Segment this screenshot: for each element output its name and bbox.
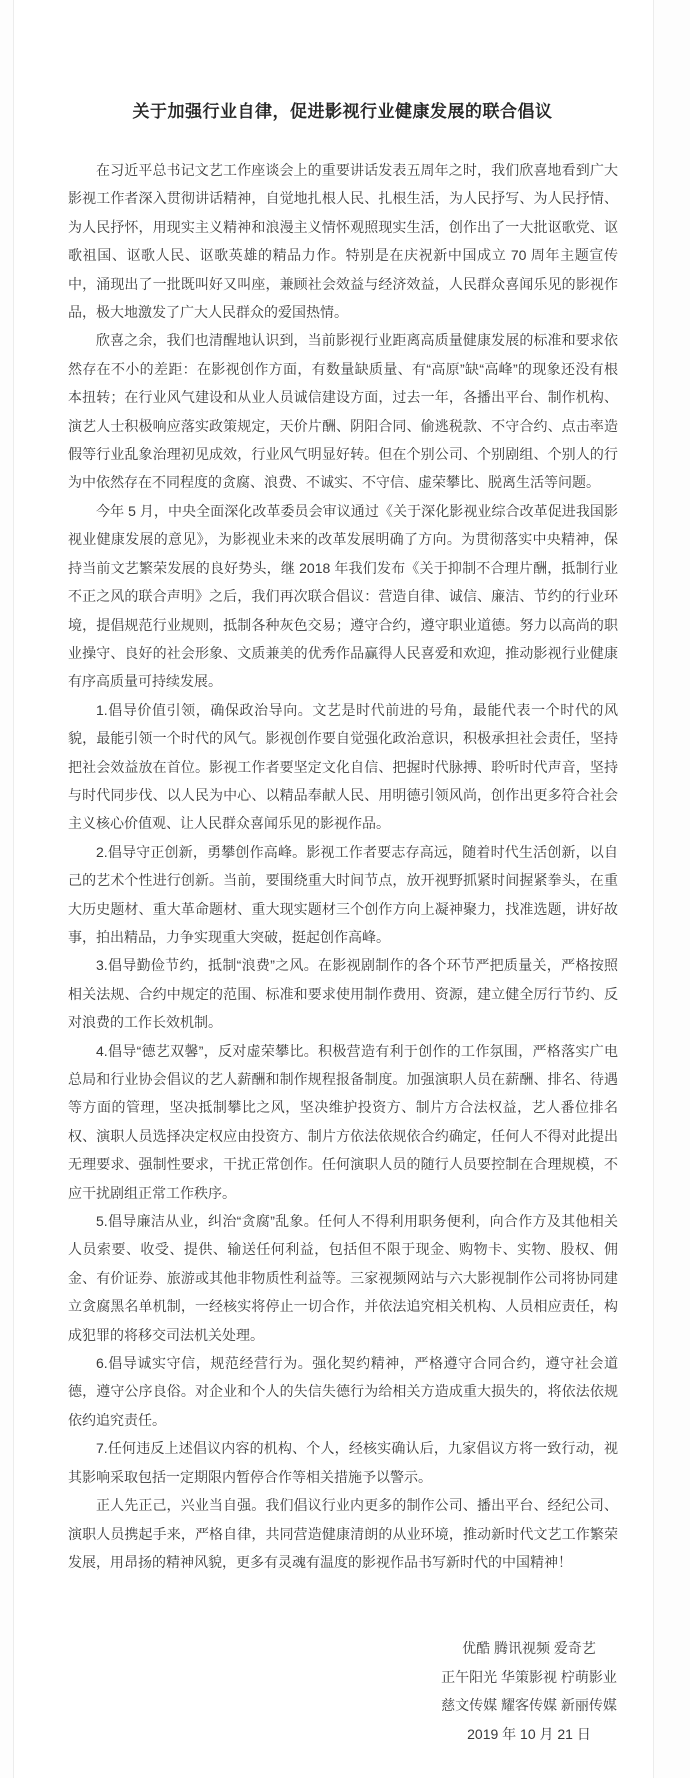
paragraph-item-1: 1.倡导价值引领，确保政治导向。文艺是时代前进的号角，最能代表一个时代的风貌，最能引领一个时代的风气。影视创作要自觉强化政治意识，积极承担社会责任，坚持把社会效益放在首位。影视工作者要坚定文化自信、把握时代脉搏、聆听时代声音，坚持与时代同步伐、以人民为中心、以精品奉献人民、用明德引领风尚，创作出更多符合社会主义核心价值观、让人民群众喜闻乐见的影视作品。 (68, 701, 618, 832)
document-body (68, 156, 618, 1576)
paragraph-item-5: 5.倡导廉洁从业，纠治“贪腐”乱象。任何人不得利用职务便利，向合作方及其他相关人员索要、收受、提供、输送任何利益，包括但不限于现金、购物卡、实物、股权、佣金、有价证券、旅游或其他非物质性利益等。三家视频网站与六大影视制作公司将协同建立贪腐黑名单机制，一经核实将停止一切合作，并依法追究相关机构、人员相应责任，构成犯罪的将移交司法机关处理。 (68, 1213, 618, 1343)
paragraph-item-6: 6.倡导诚实守信，规范经营行为。强化契约精神，严格遵守合同合约，遵守社会道德，遵守公序良俗。对企业和个人的失信失德行为给相关方造成重大损失的，将依法依规依约追究责任。 (68, 1355, 618, 1428)
paragraph-closing: 正人先正己，兴业当自强。我们倡议行业内更多的制作公司、播出平台、经纪公司、演职人员携起手来，严格自律，共同营造健康清朗的从业环境，推动新时代文艺工作繁荣发展，用昂扬的精神风貌，更多有灵魂有温度的影视作品书写新时代的中国精神！ (68, 1497, 618, 1570)
signature-block (440, 1634, 618, 1748)
paragraph-item-2: 2.倡导守正创新，勇攀创作高峰。影视工作者要志存高远，随着时代生活创新，以自己的艺术个性进行创新。当前，要围绕重大时间节点，放开视野抓紧时间握紧拳头，在重大历史题材、重大革命题材、重大现实题材三个创作方向上凝神聚力，找准选题，讲好故事，拍出精品，力争实现重大突破，挺起创作高峰。 (68, 843, 618, 945)
document-page (13, 0, 654, 1778)
signature-line-studios-2: 慈文传媒 耀客传媒 新丽传媒 (441, 1697, 617, 1714)
paragraph-background: 今年 5 月，中央全面深化改革委员会审议通过《关于深化影视业综合改革促进我国影视业健康发展的意见》，为影视业未来的改革发展明确了方向。为贯彻落实中央精神，保持当前文艺繁荣发展的良好势头，继 2018 年我们发布《关于抑制不合理片酬，抵制行业不正之风的联合声明》之后，我们再次联合倡议：营造自律、诚信、廉洁、节约的行业环境，提倡规范行业规则，抵制各种灰色交易；遵守合约，遵守职业道德。努力以高尚的职业操守、良好的社会形象、文质兼美的优秀作品赢得人民喜爱和欢迎，推动影视行业健康有序高质量可持续发展。 (68, 502, 618, 690)
paragraph-item-3: 3.倡导勤俭节约，抵制“浪费”之风。在影视剧制作的各个环节严把质量关，严格按照相关法规、合约中规定的范围、标准和要求使用制作费用、资源，建立健全厉行节约、反对浪费的工作长效机制。 (68, 957, 618, 1031)
document-title: 关于加强行业自律，促进影视行业健康发展的联合倡议 (132, 102, 553, 121)
paragraph-problems: 欣喜之余，我们也清醒地认识到，当前影视行业距离高质量健康发展的标准和要求依然存在不小的差距：在影视创作方面，有数量缺质量、有“高原”缺“高峰”的现象还没有根本扭转；在行业风气建设和从业人员诚信建设方面，过去一年，各播出平台、制作机构、演艺人士积极响应落实政策规定，天价片酬、阴阳合同、偷逃税款、不守合约、点击率造假等行业乱象治理初见成效，行业风气明显好转。但在个别公司、个别剧组、个别人的行为中依然存在不同程度的贪腐、浪费、不诚实、不守信、虚荣攀比、脱离生活等问题。 (68, 332, 618, 491)
paragraph-intro: 在习近平总书记文艺工作座谈会上的重要讲话发表五周年之时，我们欣喜地看到广大影视工作者深入贯彻讲话精神，自觉地扎根人民、扎根生活，为人民抒写、为人民抒情、为人民抒怀，用现实主义精神和浪漫主义情怀观照现实生活，创作出了一大批讴歌党、讴歌祖国、讴歌人民、讴歌英雄的精品力作。特别是在庆祝新中国成立 70 周年主题宣传中，涌现出了一批既叫好又叫座，兼顾社会效益与经济效益，人民群众喜闻乐见的影视作品，极大地激发了广大人民群众的爱国热情。 (68, 162, 618, 321)
date-line: 2019 年 10 月 21 日 (467, 1725, 591, 1742)
signature-line-studios-1: 正午阳光 华策影视 柠萌影业 (441, 1668, 617, 1685)
paragraph-item-4: 4.倡导“德艺双馨”，反对虚荣攀比。积极营造有利于创作的工作氛围，严格落实广电总局和行业协会倡议的艺人薪酬和制作规程报备制度。加强演职人员在薪酬、排名、待遇等方面的管理，坚决抵制攀比之风，坚决维护投资方、制片方合法权益，艺人番位排名权、演职人员选择决定权应由投资方、制片方依法依规依合约确定，任何人不得对此提出无理要求、强制性要求，干扰正常创作。任何演职人员的随行人员要控制在合理规模，不应干扰剧组正常工作秩序。 (68, 1042, 618, 1201)
signature-line-platforms: 优酷 腾讯视频 爱奇艺 (462, 1640, 596, 1657)
paragraph-item-7: 7.任何违反上述倡议内容的机构、个人，经核实确认后，九家倡议方将一致行动，视其影响采取包括一定期限内暂停合作等相关措施予以警示。 (68, 1440, 618, 1485)
